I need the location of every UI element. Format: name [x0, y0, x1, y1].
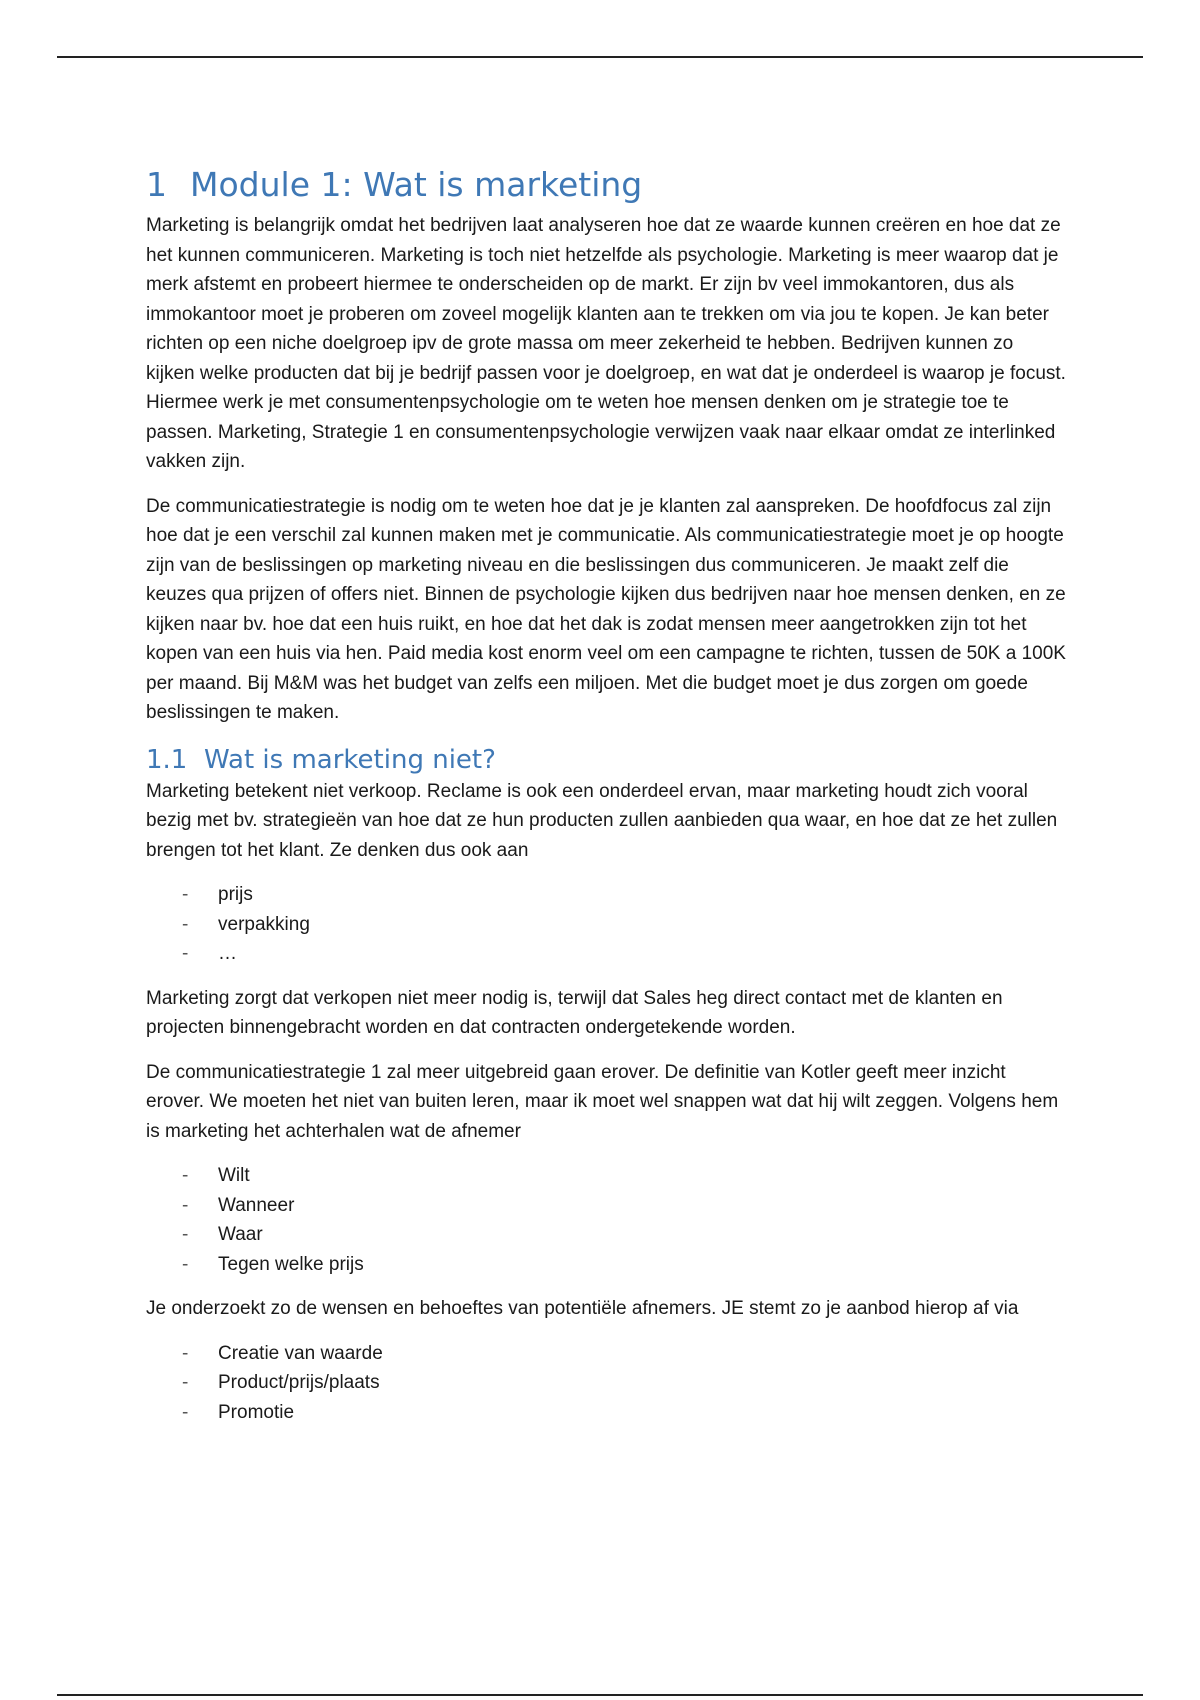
section-number: 1 — [146, 165, 167, 204]
paragraph: De communicatiestrategie is nodig om te weten hoe dat je je klanten zal aanspreken. De hoofdfocus zal zijn hoe dat je een verschil zal kunnen maken met je communicatie. Als communicatiestrategie moet je op hoogte zijn van de beslissingen op marketing niveau en die beslissingen dus communiceren. Je maakt zelf die keuzes qua prijzen of offers niet. Binnen de psychologie kijken dus bedrijven naar hoe mensen denken, en ze kijken naar bv. hoe dat een huis ruikt, en hoe dat het dak is zodat mensen meer aangetrokken zijn tot het kopen van een huis via hen. Paid media kost enorm veel om een campagne te richten, tussen de 50K a 100K per maand. Bij M&M was het budget van zelfs een miljoen. Met die budget moet je dus zorgen om goede beslissingen te maken. — [146, 495, 1066, 723]
section-title: Module 1: Wat is marketing — [190, 165, 643, 204]
paragraph: De communicatiestrategie 1 zal meer uitgebreid gaan erover. De definitie van Kotler geeft meer inzicht erover. We moeten het niet van buiten leren, maar ik moet wel snappen wat dat hij wilt zeggen. Volgens hem is marketing het achterhalen wat de afnemer — [146, 1061, 1059, 1142]
subsection-heading — [146, 743, 1066, 777]
list-item: - Creatie van waarde — [182, 1342, 383, 1364]
list-item: - Wanneer — [182, 1194, 295, 1216]
list-item: - Waar — [182, 1224, 263, 1245]
list-item: - Product/prijs/plaats — [182, 1372, 380, 1393]
section-heading — [146, 163, 1066, 207]
list-item: - prijs — [182, 884, 253, 905]
list-item: - Wilt — [182, 1165, 250, 1186]
paragraph: Je onderzoekt zo de wensen en behoeftes van potentiële afnemers. JE stemt zo je aanbod hierop af via — [146, 1298, 1019, 1319]
header-rule — [57, 56, 1143, 58]
bullet-list — [146, 880, 1066, 969]
bullet-list — [146, 1161, 1066, 1279]
list-item: - Promotie — [182, 1401, 295, 1423]
subsection-title: Wat is marketing niet? — [204, 744, 496, 775]
paragraph: Marketing betekent niet verkoop. Reclame is ook een onderdeel ervan, maar marketing houdt zich vooral bezig met bv. strategieën van hoe dat ze hun producten zullen aanbieden qua waar, en hoe dat ze het zullen brengen tot het klant. Ze denken dus ook aan — [146, 780, 1058, 861]
paragraph: Marketing zorgt dat verkopen niet meer nodig is, terwijl dat Sales heg direct contact met de klanten en projecten binnengebracht worden en dat contracten ondergetekende worden. — [146, 987, 1003, 1038]
bullet-list — [146, 1339, 1066, 1428]
list-item: - verpakking — [182, 913, 310, 935]
document-body — [146, 163, 1066, 1442]
paragraph: Marketing is belangrijk omdat het bedrijven laat analyseren hoe dat ze waarde kunnen creëren en hoe dat ze het kunnen communiceren. Marketing is toch niet hetzelfde als psychologie. Marketing is meer waarop dat je merk afstemt en probeert hiermee te onderscheiden op de markt. Er zijn bv veel immokantoren, dus als immokantoor moet je proberen om zoveel mogelijk klanten aan te trekken om via jou te kopen. Je kan beter richten op een niche doelgroep ipv de grote massa om meer zekerheid te hebben. Bedrijven kunnen zo kijken welke producten dat bij je bedrijf passen voor je doelgroep, en wat dat je onderdeel is waarop je focust. Hiermee werk je met consumentenpsychologie om te weten hoe mensen denken om je strategie toe te passen. Marketing, Strategie 1 en consumentenpsychologie verwijzen vaak naar elkaar omdat ze interlinked vakken zijn. — [146, 215, 1066, 472]
list-item: - Tegen welke prijs — [182, 1253, 364, 1275]
subsection-number: 1.1 — [146, 744, 188, 775]
footer-rule — [57, 1694, 1143, 1696]
list-item: - … — [182, 943, 237, 964]
